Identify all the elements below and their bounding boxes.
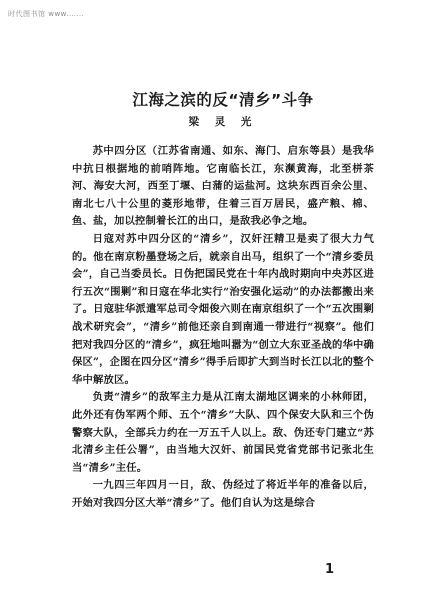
document-title: 江海之滨的反“清乡”斗争: [132, 91, 314, 109]
body-paragraph: 一九四三年四月一日，敌、伪经过了将近半年的准备以后，开始对我四分区大举“清乡”了。他们自认为这是综合: [72, 479, 374, 509]
page-number: 1: [325, 562, 335, 577]
watermark-text: 时代图书馆 www.……: [8, 10, 84, 18]
document-page: [72, 88, 374, 512]
body-paragraph: 苏中四分区（江苏省南通、如东、海门、启东等县）是我华中抗日根据地的前哨阵地。它南临长江，东濒黄海，北至栟茶河、海安大河，西至丁堰、白蒲的运盐河。这块东西百余公里、南北七八十公里的菱形地带，住着三百万居民，盛产粮、棉、鱼、盐，加以控制着长江的出口，是敌我必争之地。: [72, 145, 374, 228]
document-author: 梁 灵 光: [188, 116, 258, 128]
body-paragraph: 负责“清乡”的敌军主力是从江南太湖地区调来的小林师团，此外还有伪军两个师、五个“清乡”大队、四个保安大队和三个伪警察大队，全部兵力约在一万五千人以上。敌、伪还专门建立“苏北清乡主任公署”，由当地大汉奸、前国民党省党部书记张北生当“清乡”主任。: [72, 391, 374, 474]
body-paragraph: 日寇对苏中四分区的“清乡”，汉奸汪精卫是卖了很大力气的。他在南京粉墨登场之后，就亲自出马，组织了一个“清乡委员会”，自己当委员长。日伪把国民党在十年内战时期向中央苏区进行五次“围剿”和日寇在华北实行“治安强化运动”的办法都搬出来了。日寇驻华派遣军总司令畑俊六则在南京组织了一个“五次围剿战术研究会”，“清乡”前他还亲自到南通一带进行“视察”。他们把对我四分区的“清乡”，疯狂地叫嚣为“创立大东亚圣战的华中确保区”，企图在四分区“清乡”得手后即扩大到当时长江以北的整个华中解放区。: [72, 232, 374, 386]
